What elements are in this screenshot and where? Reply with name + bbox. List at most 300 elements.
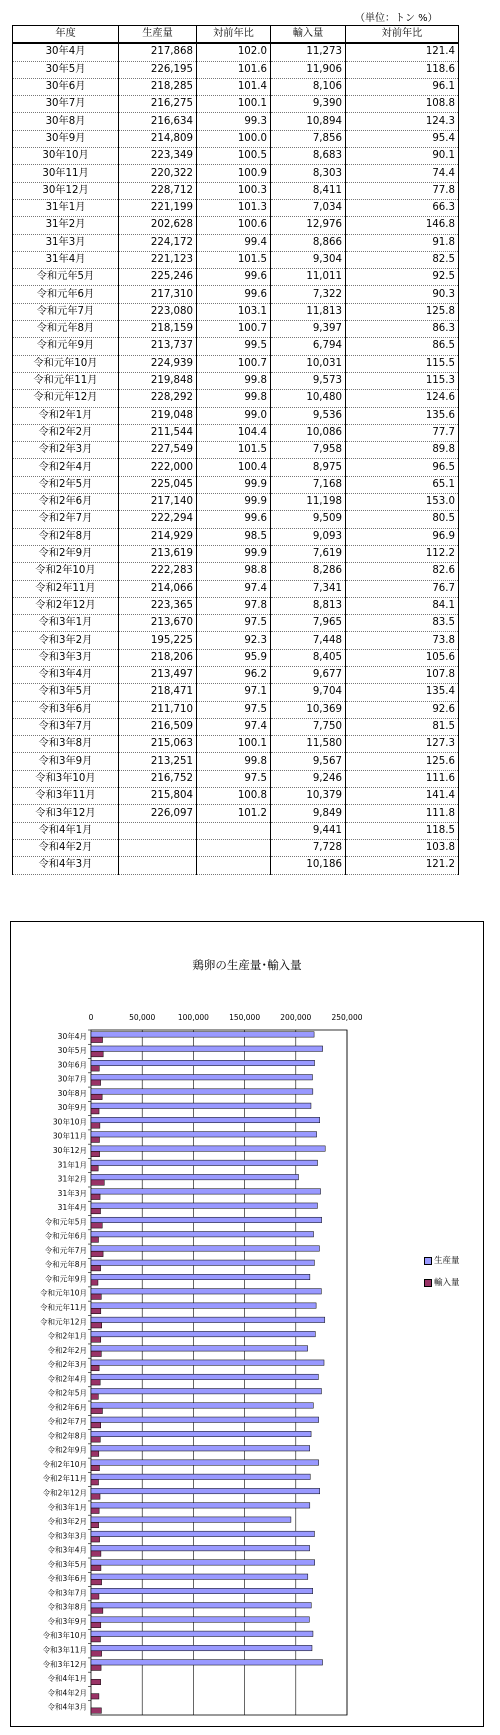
table-row — [13, 649, 459, 666]
cell-production-yoy: 96.2 — [197, 666, 271, 683]
cell-import-yoy: 81.5 — [346, 718, 459, 735]
bar-import — [91, 1280, 98, 1285]
cell-production: 228,712 — [119, 182, 197, 199]
bar-import — [91, 1066, 99, 1071]
table-row — [13, 822, 459, 839]
bar-import — [91, 1080, 101, 1085]
cell-import: 9,246 — [271, 770, 346, 787]
cell-period: 令和元年6月 — [13, 286, 119, 303]
cell-production: 225,045 — [119, 476, 197, 493]
cell-production: 222,283 — [119, 563, 197, 580]
cell-production-yoy: 97.5 — [197, 701, 271, 718]
cell-import: 7,965 — [271, 615, 346, 632]
cell-production-yoy: 100.3 — [197, 182, 271, 199]
y-category-label: 令和3年1月 — [47, 1502, 87, 1512]
cell-production-yoy: 100.1 — [197, 736, 271, 753]
unit-label: （単位：トン %） — [355, 13, 438, 24]
table-row — [13, 511, 459, 528]
bar-import — [91, 1537, 100, 1542]
cell-period: 令和2年12月 — [13, 597, 119, 614]
cell-production: 202,628 — [119, 217, 197, 234]
y-category-label: 令和元年6月 — [44, 1231, 87, 1241]
y-category-label: 令和2年2月 — [47, 1345, 87, 1355]
bar-production — [91, 1388, 321, 1393]
table-row — [13, 563, 459, 580]
cell-production-yoy: 103.1 — [197, 303, 271, 320]
cell-import-yoy: 74.4 — [346, 165, 459, 182]
table-row — [13, 424, 459, 441]
cell-period: 30年12月 — [13, 182, 119, 199]
cell-production-yoy: 101.3 — [197, 199, 271, 216]
cell-import: 10,379 — [271, 788, 346, 805]
y-category-label: 令和2年5月 — [47, 1388, 87, 1398]
table-row — [13, 372, 459, 389]
cell-production: 218,471 — [119, 684, 197, 701]
bar-production — [91, 1517, 291, 1522]
cell-production-yoy: 101.4 — [197, 78, 271, 95]
bar-import — [91, 1308, 101, 1313]
cell-period: 31年4月 — [13, 251, 119, 268]
bar-import — [91, 1123, 100, 1128]
cell-period: 31年3月 — [13, 234, 119, 251]
cell-import: 9,390 — [271, 96, 346, 113]
bar-import — [91, 1708, 101, 1713]
cell-period: 令和元年5月 — [13, 269, 119, 286]
cell-import: 8,813 — [271, 597, 346, 614]
cell-production: 218,206 — [119, 649, 197, 666]
cell-production: 222,000 — [119, 459, 197, 476]
cell-period: 令和2年1月 — [13, 407, 119, 424]
cell-import: 10,369 — [271, 701, 346, 718]
cell-production-yoy — [197, 857, 271, 874]
cell-import-yoy: 127.3 — [346, 736, 459, 753]
cell-production: 221,123 — [119, 251, 197, 268]
y-category-label: 30年9月 — [57, 1103, 87, 1113]
y-category-label: 令和2年8月 — [47, 1431, 87, 1441]
cell-production-yoy: 100.8 — [197, 788, 271, 805]
cell-import: 9,849 — [271, 805, 346, 822]
bar-production — [91, 1232, 314, 1237]
cell-production-yoy: 100.7 — [197, 321, 271, 338]
bar-production — [91, 1417, 319, 1422]
cell-production-yoy: 95.9 — [197, 649, 271, 666]
cell-import: 8,286 — [271, 563, 346, 580]
bar-import — [91, 1251, 103, 1256]
bar-production — [91, 1075, 312, 1080]
cell-import: 10,894 — [271, 113, 346, 130]
bar-import — [91, 1437, 100, 1442]
y-category-label: 令和元年8月 — [44, 1260, 87, 1270]
cell-import-yoy: 77.7 — [346, 424, 459, 441]
y-category-label: 令和3年2月 — [47, 1517, 87, 1527]
bar-import — [91, 1565, 101, 1570]
table-row — [13, 684, 459, 701]
bar-production — [91, 1331, 315, 1336]
y-category-label: 令和2年4月 — [47, 1374, 87, 1384]
y-category-label: 30年11月 — [52, 1131, 87, 1141]
cell-production-yoy: 100.0 — [197, 130, 271, 147]
bar-production — [91, 1189, 321, 1194]
table-row — [13, 78, 459, 95]
y-category-label: 令和2年6月 — [47, 1402, 87, 1412]
bar-import — [91, 1265, 101, 1270]
cell-production-yoy: 101.5 — [197, 251, 271, 268]
x-tick-label: 250,000 — [331, 1013, 363, 1022]
cell-period: 令和2年7月 — [13, 511, 119, 528]
chart-title: 鶏卵の生産量･輸入量 — [192, 958, 302, 972]
cell-period: 30年9月 — [13, 130, 119, 147]
cell-import-yoy: 146.8 — [346, 217, 459, 234]
cell-import-yoy: 108.8 — [346, 96, 459, 113]
bar-production — [91, 1117, 320, 1122]
bar-production — [91, 1531, 314, 1536]
cell-production-yoy: 101.5 — [197, 442, 271, 459]
bar-import — [91, 1194, 100, 1199]
bar-production — [91, 1060, 315, 1065]
cell-period: 30年6月 — [13, 78, 119, 95]
cell-import-yoy: 115.5 — [346, 355, 459, 372]
cell-period: 31年1月 — [13, 199, 119, 216]
bar-import — [91, 1337, 101, 1342]
cell-import-yoy: 86.5 — [346, 338, 459, 355]
y-category-label: 令和3年6月 — [47, 1574, 87, 1584]
table-row — [13, 459, 459, 476]
y-category-label: 令和3年8月 — [47, 1602, 87, 1612]
cell-import: 9,677 — [271, 666, 346, 683]
cell-period: 令和元年12月 — [13, 390, 119, 407]
bar-import — [91, 1494, 100, 1499]
bar-import — [91, 1622, 101, 1627]
bar-production — [91, 1289, 321, 1294]
cell-import-yoy: 115.3 — [346, 372, 459, 389]
legend-label-import: 輸入量 — [434, 1278, 460, 1288]
cell-period: 令和元年9月 — [13, 338, 119, 355]
cell-production: 224,172 — [119, 234, 197, 251]
cell-import: 11,813 — [271, 303, 346, 320]
bar-import — [91, 1665, 101, 1670]
bar-import — [91, 1180, 104, 1185]
cell-production: 225,246 — [119, 269, 197, 286]
cell-period: 令和元年8月 — [13, 321, 119, 338]
bar-production — [91, 1046, 323, 1051]
cell-period: 令和4年3月 — [13, 857, 119, 874]
cell-production-yoy: 100.7 — [197, 355, 271, 372]
table-row — [13, 805, 459, 822]
bar-import — [91, 1408, 102, 1413]
cell-import: 7,034 — [271, 199, 346, 216]
table-row — [13, 390, 459, 407]
table-row — [13, 545, 459, 562]
cell-production-yoy: 99.6 — [197, 286, 271, 303]
cell-period: 令和2年10月 — [13, 563, 119, 580]
cell-import: 10,186 — [271, 857, 346, 874]
cell-import-yoy: 92.5 — [346, 269, 459, 286]
cell-production-yoy: 97.4 — [197, 580, 271, 597]
cell-production-yoy: 98.5 — [197, 528, 271, 545]
x-tick-label: 150,000 — [229, 1013, 261, 1022]
cell-period: 令和4年2月 — [13, 839, 119, 856]
bar-import — [91, 1151, 100, 1156]
cell-import-yoy: 91.8 — [346, 234, 459, 251]
cell-import-yoy: 125.8 — [346, 303, 459, 320]
cell-production: 213,619 — [119, 545, 197, 562]
bar-production — [91, 1032, 314, 1037]
legend-swatch-production — [424, 1257, 432, 1265]
cell-import-yoy: 76.7 — [346, 580, 459, 597]
bar-production — [91, 1631, 313, 1636]
bar-import — [91, 1351, 101, 1356]
bar-production — [91, 1360, 324, 1365]
cell-production: 195,225 — [119, 632, 197, 649]
y-category-label: 30年12月 — [52, 1146, 87, 1156]
cell-period: 令和2年8月 — [13, 528, 119, 545]
cell-production: 213,497 — [119, 666, 197, 683]
cell-production: 211,710 — [119, 701, 197, 718]
bar-production — [91, 1160, 318, 1165]
bar-import — [91, 1223, 102, 1228]
cell-production: 214,066 — [119, 580, 197, 597]
header-period: 年度 — [13, 26, 119, 44]
table-row — [13, 355, 459, 372]
bar-import — [91, 1465, 99, 1470]
cell-production-yoy: 99.0 — [197, 407, 271, 424]
bar-import — [91, 1137, 100, 1142]
table-row — [13, 615, 459, 632]
cell-import-yoy: 125.6 — [346, 753, 459, 770]
cell-import: 8,683 — [271, 148, 346, 165]
legend-item-import — [424, 1276, 460, 1288]
cell-import: 7,322 — [271, 286, 346, 303]
cell-production: 223,080 — [119, 303, 197, 320]
table-row — [13, 165, 459, 182]
bar-import — [91, 1679, 101, 1684]
cell-production: 216,752 — [119, 770, 197, 787]
bar-production — [91, 1446, 310, 1451]
cell-import-yoy: 82.6 — [346, 563, 459, 580]
cell-production: 226,097 — [119, 805, 197, 822]
cell-import-yoy: 111.8 — [346, 805, 459, 822]
cell-production: 215,063 — [119, 736, 197, 753]
cell-import: 9,304 — [271, 251, 346, 268]
cell-production: 223,349 — [119, 148, 197, 165]
cell-import: 7,168 — [271, 476, 346, 493]
cell-production-yoy: 97.1 — [197, 684, 271, 701]
cell-period: 令和2年9月 — [13, 545, 119, 562]
bar-import — [91, 1422, 101, 1427]
y-category-label: 令和3年5月 — [47, 1559, 87, 1569]
cell-production-yoy: 99.8 — [197, 372, 271, 389]
cell-period: 令和元年11月 — [13, 372, 119, 389]
cell-period: 令和3年6月 — [13, 701, 119, 718]
bar-production — [91, 1346, 308, 1351]
bar-production — [91, 1488, 320, 1493]
cell-import-yoy: 118.6 — [346, 61, 459, 78]
cell-production: 228,292 — [119, 390, 197, 407]
cell-production — [119, 822, 197, 839]
bar-import — [91, 1651, 102, 1656]
table-row — [13, 338, 459, 355]
cell-production-yoy: 101.6 — [197, 61, 271, 78]
cell-import-yoy: 82.5 — [346, 251, 459, 268]
bar-production — [91, 1374, 318, 1379]
cell-production-yoy: 99.9 — [197, 476, 271, 493]
cell-import: 7,341 — [271, 580, 346, 597]
y-category-label: 令和2年12月 — [42, 1488, 87, 1498]
x-tick-label: 100,000 — [177, 1013, 209, 1022]
legend-swatch-import — [424, 1279, 432, 1287]
y-category-label: 30年7月 — [57, 1074, 87, 1084]
cell-import-yoy: 121.2 — [346, 857, 459, 874]
table-row — [13, 753, 459, 770]
bar-import — [91, 1637, 100, 1642]
bar-import — [91, 1323, 102, 1328]
cell-production: 227,549 — [119, 442, 197, 459]
cell-period: 令和元年10月 — [13, 355, 119, 372]
y-category-label: 令和3年7月 — [47, 1588, 87, 1598]
bar-production — [91, 1174, 298, 1179]
cell-period: 令和3年3月 — [13, 649, 119, 666]
cell-period: 令和3年5月 — [13, 684, 119, 701]
cell-import: 11,198 — [271, 494, 346, 511]
bar-import — [91, 1380, 100, 1385]
cell-import-yoy: 112.2 — [346, 545, 459, 562]
cell-production-yoy: 92.3 — [197, 632, 271, 649]
cell-import-yoy: 124.3 — [346, 113, 459, 130]
cell-import: 7,728 — [271, 839, 346, 856]
table-row — [13, 788, 459, 805]
y-category-label: 令和4年1月 — [47, 1674, 87, 1684]
cell-import: 11,906 — [271, 61, 346, 78]
cell-production-yoy: 97.8 — [197, 597, 271, 614]
table-row — [13, 234, 459, 251]
bar-production — [91, 1217, 322, 1222]
bar-production — [91, 1203, 317, 1208]
y-category-label: 31年2月 — [57, 1174, 87, 1184]
cell-period: 31年2月 — [13, 217, 119, 234]
cell-import: 9,093 — [271, 528, 346, 545]
cell-import: 6,794 — [271, 338, 346, 355]
cell-production: 217,310 — [119, 286, 197, 303]
cell-production-yoy: 100.6 — [197, 217, 271, 234]
bar-production — [91, 1146, 325, 1151]
cell-production-yoy: 99.8 — [197, 390, 271, 407]
cell-import-yoy: 124.6 — [346, 390, 459, 407]
legend-item-production — [424, 1254, 460, 1266]
cell-import-yoy: 153.0 — [346, 494, 459, 511]
cell-period: 30年11月 — [13, 165, 119, 182]
cell-production — [119, 857, 197, 874]
cell-import: 9,441 — [271, 822, 346, 839]
bar-production — [91, 1431, 311, 1436]
cell-import-yoy: 90.3 — [346, 286, 459, 303]
table-row — [13, 113, 459, 130]
bar-import — [91, 1608, 103, 1613]
cell-production-yoy: 104.4 — [197, 424, 271, 441]
bar-production — [91, 1474, 310, 1479]
bar-production — [91, 1303, 316, 1308]
cell-import-yoy: 66.3 — [346, 199, 459, 216]
bar-import — [91, 1365, 99, 1370]
legend-label-production: 生産量 — [434, 1256, 460, 1266]
bar-production — [91, 1560, 315, 1565]
table-row — [13, 666, 459, 683]
table-row — [13, 148, 459, 165]
cell-import-yoy: 65.1 — [346, 476, 459, 493]
cell-import: 9,397 — [271, 321, 346, 338]
cell-production-yoy: 99.6 — [197, 511, 271, 528]
bar-import — [91, 1451, 99, 1456]
cell-production: 217,140 — [119, 494, 197, 511]
cell-production-yoy — [197, 839, 271, 856]
table-row — [13, 632, 459, 649]
header-production-yoy: 対前年比 — [197, 26, 271, 44]
bar-import — [91, 1051, 103, 1056]
cell-period: 令和3年11月 — [13, 788, 119, 805]
cell-import-yoy: 90.1 — [346, 148, 459, 165]
cell-production: 223,365 — [119, 597, 197, 614]
bar-production — [91, 1503, 310, 1508]
y-category-label: 令和元年12月 — [39, 1317, 87, 1327]
cell-period: 令和2年11月 — [13, 580, 119, 597]
cell-import: 8,975 — [271, 459, 346, 476]
bar-import — [91, 1166, 98, 1171]
y-category-label: 令和2年7月 — [47, 1417, 87, 1427]
cell-production-yoy: 99.6 — [197, 269, 271, 286]
y-category-label: 令和3年4月 — [47, 1545, 87, 1555]
y-category-label: 令和3年9月 — [47, 1616, 87, 1626]
cell-production: 219,848 — [119, 372, 197, 389]
table-header-row — [13, 26, 459, 44]
bar-import — [91, 1237, 98, 1242]
y-category-label: 令和元年10月 — [39, 1288, 87, 1298]
y-category-label: 30年6月 — [57, 1060, 87, 1070]
y-category-label: 30年10月 — [52, 1117, 87, 1127]
cell-production-yoy: 99.9 — [197, 494, 271, 511]
cell-production: 213,670 — [119, 615, 197, 632]
cell-period: 令和2年2月 — [13, 424, 119, 441]
cell-import: 7,619 — [271, 545, 346, 562]
cell-production-yoy: 101.2 — [197, 805, 271, 822]
cell-import-yoy: 84.1 — [346, 597, 459, 614]
bar-import — [91, 1108, 99, 1113]
cell-import-yoy: 107.8 — [346, 666, 459, 683]
x-tick-label: 50,000 — [129, 1013, 156, 1022]
y-category-label: 令和3年3月 — [47, 1531, 87, 1541]
cell-production: 224,939 — [119, 355, 197, 372]
cell-production: 213,251 — [119, 753, 197, 770]
cell-import: 7,448 — [271, 632, 346, 649]
cell-production-yoy: 100.9 — [197, 165, 271, 182]
y-category-label: 30年8月 — [57, 1088, 87, 1098]
y-category-label: 令和3年12月 — [42, 1659, 87, 1669]
cell-production: 220,322 — [119, 165, 197, 182]
cell-import: 11,011 — [271, 269, 346, 286]
cell-production: 215,804 — [119, 788, 197, 805]
table-row — [13, 182, 459, 199]
table-row — [13, 718, 459, 735]
cell-import-yoy: 86.3 — [346, 321, 459, 338]
bar-production — [91, 1603, 311, 1608]
bar-production — [91, 1545, 310, 1550]
y-category-label: 令和元年7月 — [44, 1245, 87, 1255]
bar-production — [91, 1246, 319, 1251]
cell-period: 令和元年7月 — [13, 303, 119, 320]
bar-production — [91, 1460, 319, 1465]
cell-production-yoy: 98.8 — [197, 563, 271, 580]
cell-import-yoy: 118.5 — [346, 822, 459, 839]
y-category-label: 令和元年9月 — [44, 1274, 87, 1284]
cell-import: 9,509 — [271, 511, 346, 528]
